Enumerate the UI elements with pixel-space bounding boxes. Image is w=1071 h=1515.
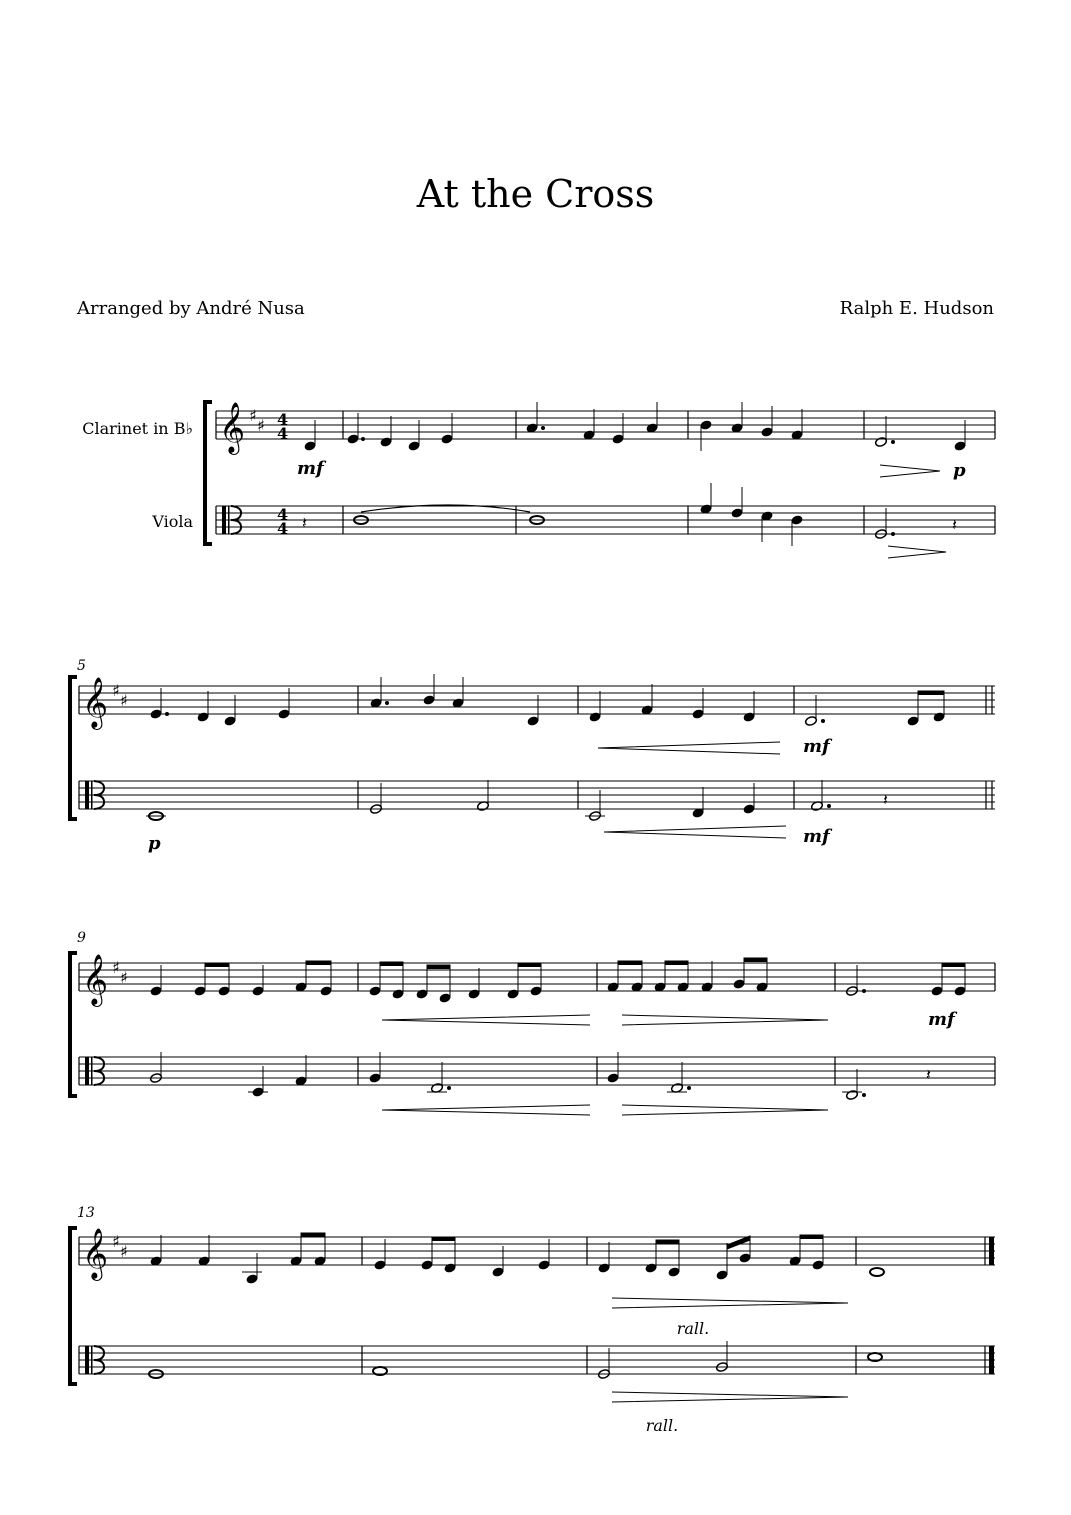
instrument-label-clarinet: Clarinet in B♭ [82,419,193,438]
decrescendo-hairpin [888,546,946,558]
arranger-credit: Arranged by André Nusa [77,298,305,319]
dynamic-mf: mf [928,1009,955,1030]
sharp-icon: ♯ [112,681,120,700]
treble-clef-icon: 𝄞 [82,1228,109,1279]
final-barline [989,1346,994,1374]
decrescendo-hairpin [622,1105,828,1115]
system-4 [70,1205,995,1435]
clarinet-staff [79,686,995,714]
clarinet-notes-system-1 [304,402,966,451]
decrescendo-hairpin [612,1392,848,1402]
treble-clef-icon: 𝄞 [82,954,109,1005]
sharp-icon: ♯ [112,1232,120,1251]
treble-clef-icon: 𝄞 [219,402,246,453]
barlines [79,686,992,809]
crescendo-hairpin [382,1015,590,1025]
system-bracket [205,402,212,544]
sharp-icon: ♯ [249,406,257,425]
score-title: At the Cross [416,172,655,216]
svg-text:𝄽: 𝄽 [952,515,957,534]
dynamic-p: p [148,833,161,854]
svg-text:𝄽: 𝄽 [883,790,888,809]
tempo-mark-rall: rall. [645,1416,679,1435]
measure-number: 9 [77,930,86,946]
dynamic-mf: mf [297,458,324,479]
decrescendo-hairpin [880,465,940,477]
crescendo-hairpin [382,1105,590,1115]
viola-staff [79,1057,995,1085]
final-barline [989,1237,994,1265]
sharp-icon: ♯ [120,968,128,987]
viola-staff [79,1346,995,1374]
sharp-icon: ♯ [112,958,120,977]
system-bracket [70,1228,77,1384]
system-2 [70,658,995,854]
viola-notes-system-2 [146,780,888,821]
tempo-mark-rall: rall. [676,1319,710,1338]
sharp-icon: ♯ [257,416,265,435]
system-bracket [70,953,77,1096]
composer-credit: Ralph E. Hudson [839,298,994,319]
time-sig-bottom: 4 [277,424,289,443]
viola-staff [79,781,995,809]
treble-clef-icon: 𝄞 [82,677,109,728]
dynamic-p: p [953,460,966,481]
svg-text:𝄽: 𝄽 [926,1065,931,1084]
decrescendo-hairpin [622,1015,828,1025]
measure-number: 5 [77,658,86,674]
clarinet-staff [216,411,995,439]
decrescendo-hairpin [612,1298,848,1308]
sharp-icon: ♯ [120,1242,128,1261]
viola-notes-system-3 [150,1052,931,1100]
time-sig-top: 4 [277,505,289,524]
clarinet-notes-system-3 [150,958,966,1003]
crescendo-hairpin [604,826,786,838]
barlines [216,411,995,534]
dynamic-mf: mf [803,736,830,757]
clarinet-notes-system-4 [150,1233,884,1284]
svg-text:𝄽: 𝄽 [302,513,307,532]
sharp-icon: ♯ [120,691,128,710]
viola-notes-system-1 [302,483,957,546]
time-sig-bottom: 4 [277,519,289,538]
system-bracket [70,677,77,819]
instrument-label-viola: Viola [152,512,193,531]
system-3 [70,930,995,1115]
crescendo-hairpin [598,742,780,754]
clarinet-staff [79,1237,995,1265]
time-sig-top: 4 [277,410,289,429]
measure-number: 13 [77,1205,95,1221]
system-1 [82,402,995,558]
dynamic-mf: mf [803,826,830,847]
viola-staff [216,506,995,534]
